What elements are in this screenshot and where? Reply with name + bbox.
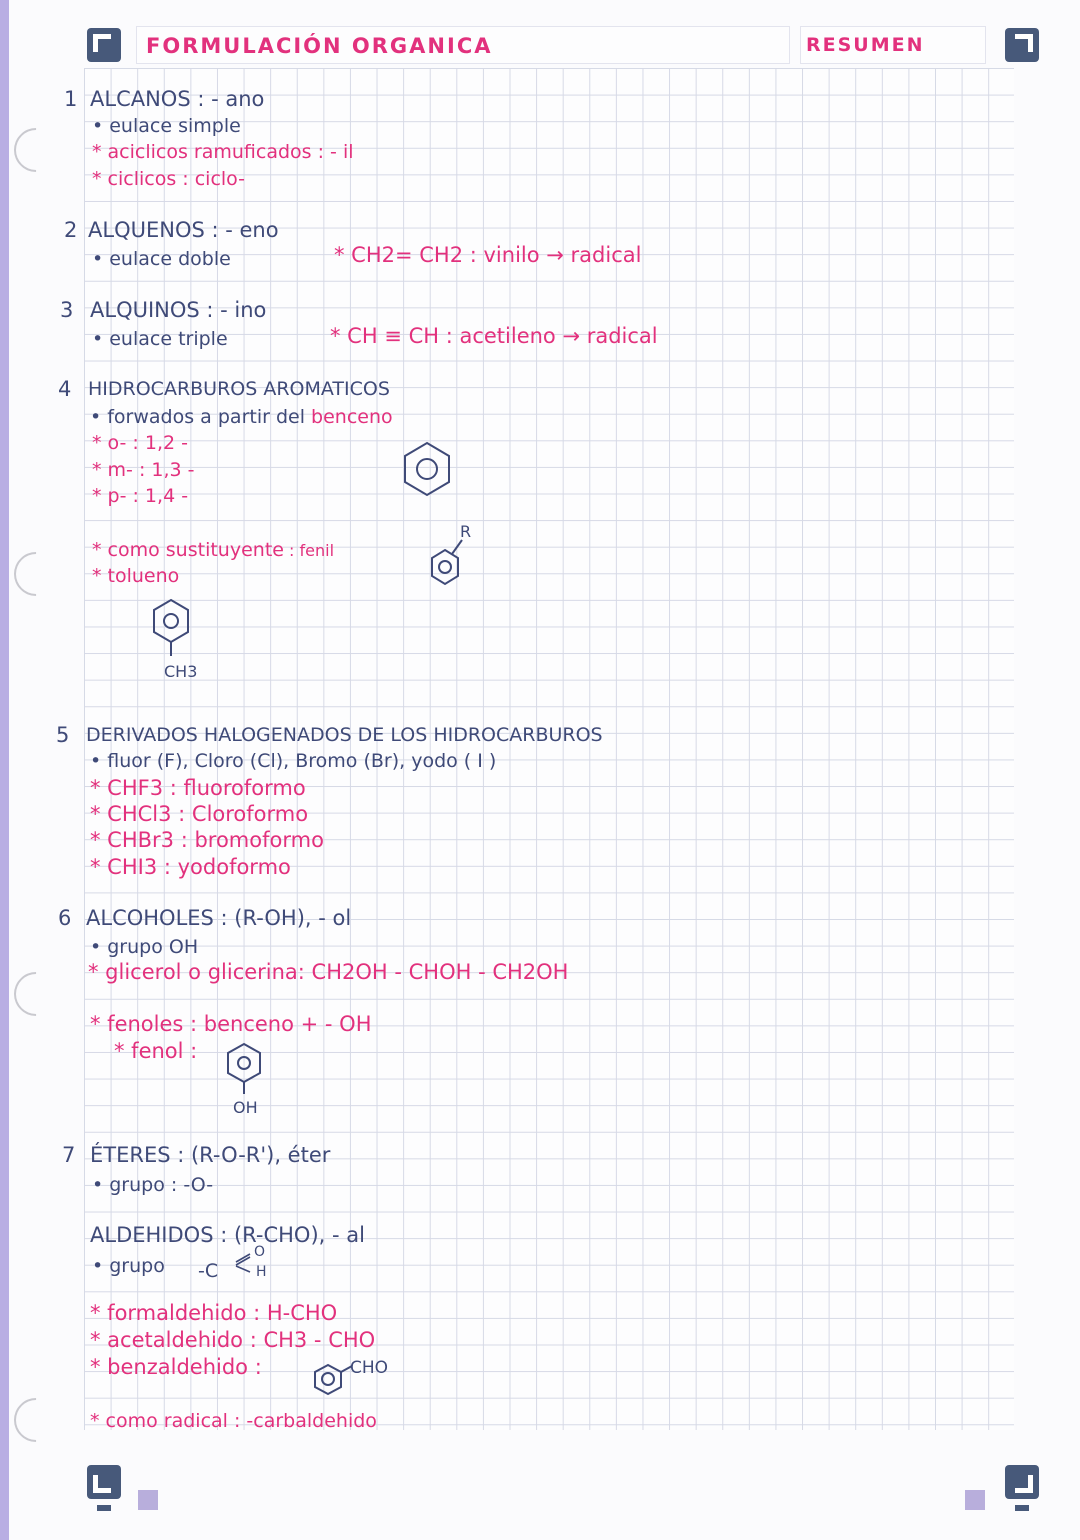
bullet-text: • grupo OH <box>90 936 199 958</box>
corner-mark-icon <box>87 28 121 62</box>
bullet-text: • grupo <box>92 1255 165 1277</box>
bullet-text <box>90 404 393 430</box>
section-heading: ALQUENOS : - eno <box>88 218 279 242</box>
square-mark-icon <box>965 1490 985 1510</box>
section-heading: ÉTERES : (R-O-R'), éter <box>90 1143 331 1167</box>
example-text-part: * como sustituyente <box>92 539 284 561</box>
substituent-label: CHO <box>350 1358 389 1378</box>
section-number: 1 <box>64 87 78 111</box>
example-text: * CHBr3 : bromoformo <box>90 828 324 852</box>
substituent-label: R <box>460 522 472 541</box>
example-text: * aciclicos ramuficados : - il <box>92 141 354 163</box>
example-text <box>92 537 334 564</box>
section-heading: HIDROCARBUROS AROMATICOS <box>88 378 390 400</box>
section-heading: ALDEHIDOS : (R-CHO), - al <box>90 1223 365 1247</box>
example-text: * CHF3 : fluoroformo <box>90 776 306 800</box>
example-text <box>90 1011 371 1037</box>
section-number: 2 <box>64 218 78 242</box>
example-text: * formaldehido : H-CHO <box>90 1301 338 1325</box>
tick-mark-icon <box>97 1505 111 1511</box>
corner-mark-icon <box>1005 28 1039 62</box>
carbonyl-bonds-icon <box>234 1250 254 1274</box>
bullet-text: • eulace simple <box>92 115 241 137</box>
example-text: * glicerol o glicerina: CH2OH - CHOH - CH2OH <box>88 960 569 984</box>
example-text: * p- : 1,4 - <box>92 485 189 507</box>
example-text: * CHI3 : yodoformo <box>90 855 291 879</box>
section-heading: ALQUINOS : - ino <box>90 298 267 322</box>
square-mark-icon <box>138 1490 158 1510</box>
bullet-text-part: • forwados a partir del <box>90 406 312 428</box>
example-text: * como radical : -carbaldehido <box>90 1410 377 1432</box>
section-number: 4 <box>58 377 72 401</box>
section-number: 3 <box>60 298 74 322</box>
tick-mark-icon <box>1015 1505 1029 1511</box>
example-text: * CH ≡ CH : acetileno → radical <box>330 324 658 348</box>
functional-group: -C <box>198 1260 219 1282</box>
substituent-label: OH <box>233 1098 258 1117</box>
benzene-ring-icon <box>402 440 452 498</box>
example-text: * o- : 1,2 - <box>92 432 188 454</box>
bullet-text: • eulace doble <box>92 248 231 270</box>
section-heading: ALCANOS : - ano <box>90 87 265 111</box>
binder-hole <box>5 1389 67 1451</box>
highlight-word: benceno <box>311 406 393 428</box>
toluene-ring-icon <box>152 598 190 660</box>
example-text: * acetaldehido : CH3 - CHO <box>90 1328 376 1352</box>
section-heading: ALCOHOLES : (R-OH), - ol <box>86 906 352 930</box>
section-number: 7 <box>62 1143 76 1167</box>
bullet-text: • eulace triple <box>92 328 228 350</box>
example-text-part: * fenoles : <box>90 1012 204 1036</box>
group-atom-label: H <box>256 1264 267 1280</box>
corner-mark-icon <box>1005 1465 1039 1499</box>
section-number: 6 <box>58 906 72 930</box>
example-text: * fenol : <box>114 1039 198 1063</box>
example-text: * tolueno <box>92 565 180 587</box>
bullet-text: • fluor (F), Cloro (Cl), Bromo (Br), yodo ( I ) <box>90 750 497 772</box>
phenol-ring-icon <box>226 1042 262 1102</box>
example-text-part: benceno + - OH <box>203 1012 372 1036</box>
example-text: * CH2= CH2 : vinilo → radical <box>334 243 642 267</box>
example-text: * ciclicos : ciclo- <box>92 168 246 190</box>
page-margin-strip <box>0 0 9 1540</box>
phenyl-ring-icon <box>430 546 460 592</box>
section-number: 5 <box>56 723 70 747</box>
page-tag: RESUMEN <box>806 34 925 56</box>
example-text: * m- : 1,3 - <box>92 459 195 481</box>
binder-hole <box>5 543 67 605</box>
group-atom-label: O <box>254 1244 266 1260</box>
substituent-label: CH3 <box>164 662 198 681</box>
bullet-text: • grupo : -O- <box>92 1174 214 1196</box>
example-text: * benzaldehido : <box>90 1355 262 1379</box>
page-title: FORMULACIÓN ORGANICA <box>146 34 493 58</box>
binder-hole <box>5 963 67 1025</box>
example-text-part: : fenil <box>283 541 335 560</box>
example-text: * CHCl3 : Cloroformo <box>90 802 309 826</box>
corner-mark-icon <box>87 1465 121 1499</box>
binder-hole <box>5 119 67 181</box>
section-heading: DERIVADOS HALOGENADOS DE LOS HIDROCARBUROS <box>86 724 603 746</box>
